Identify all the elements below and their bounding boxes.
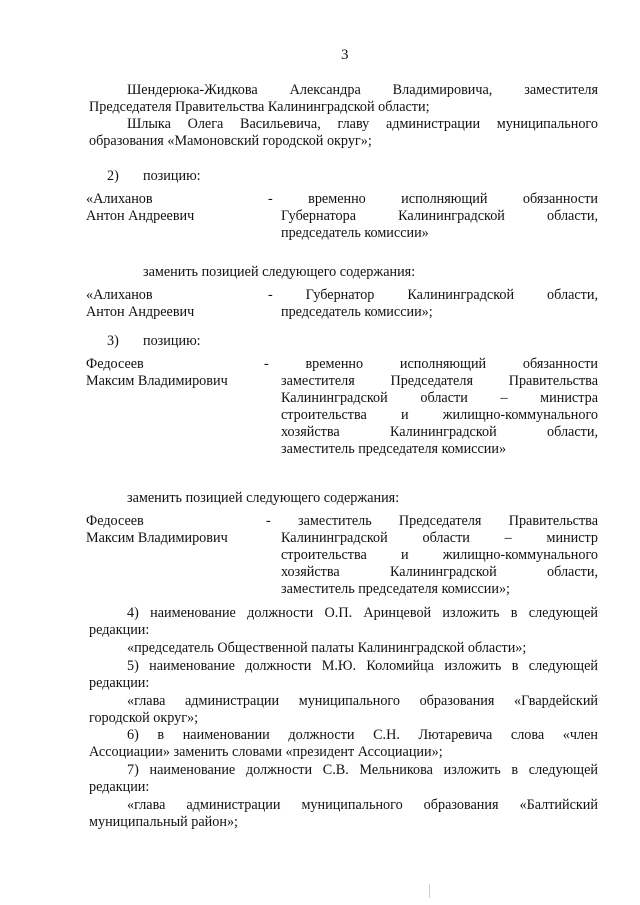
item2-new-name-1: «Алиханов (86, 287, 153, 303)
item5-line-2: редакции: (89, 675, 150, 691)
item2-new-name-2: Антон Андреевич (86, 304, 195, 320)
page-number: 3 (341, 47, 349, 63)
item3-old-name-1: Федосеев (86, 356, 144, 372)
item2-old-position-3: председатель комиссии» (281, 225, 429, 241)
intro-line-3: Шлыка Олега Васильевича, главу администрации муниципального (127, 116, 598, 132)
item7-quote-1: «глава администрации муниципального образования «Балтийский (127, 797, 598, 813)
item2-old-name-1: «Алиханов (86, 191, 153, 207)
item7-quote-2: муниципальный район»; (89, 814, 238, 830)
item2-old-name-2: Антон Андреевич (86, 208, 195, 224)
item3-old-position-1: - временно исполняющий обязанности (264, 356, 598, 372)
item3-heading: позицию: (143, 333, 201, 349)
item7-line-2: редакции: (89, 779, 150, 795)
item3-number: 3) (107, 333, 119, 349)
item3-new-position-2: Калининградской области – министр (281, 530, 598, 546)
item5-line-1: 5) наименование должности М.Ю. Коломийца изложить в следующей (127, 658, 598, 674)
item5-quote-1: «глава администрации муниципального образования «Гвардейский (127, 693, 598, 709)
item6-line-2: Ассоциации» заменить словами «президент Ассоциации»; (89, 744, 443, 760)
item3-old-position-2: заместителя Председателя Правительства (281, 373, 598, 389)
item2-number: 2) (107, 168, 119, 184)
item2-new-position-2: председатель комиссии»; (281, 304, 433, 320)
intro-line-2: Председателя Правительства Калининградской области; (89, 99, 430, 115)
item3-old-position-4: строительства и жилищно-коммунального (281, 407, 598, 423)
item3-new-position-5: заместитель председателя комиссии»; (281, 581, 510, 597)
item2-replace-text: заменить позицией следующего содержания: (143, 264, 416, 280)
item3-replace-text: заменить позицией следующего содержания: (127, 490, 400, 506)
intro-line-1: Шендерюка-Жидкова Александра Владимировича, заместителя (127, 82, 598, 98)
item3-old-position-3: Калининградской области – министра (281, 390, 598, 406)
scan-artifact (429, 884, 430, 898)
item3-new-position-4: хозяйства Калининградской области, (281, 564, 598, 580)
item3-old-name-2: Максим Владимирович (86, 373, 228, 389)
item3-old-position-5: хозяйства Калининградской области, (281, 424, 598, 440)
item4-line-1: 4) наименование должности О.П. Аринцевой изложить в следующей (127, 605, 598, 621)
item3-new-name-2: Максим Владимирович (86, 530, 228, 546)
item6-line-1: 6) в наименовании должности С.Н. Лютаревича слова «член (127, 727, 598, 743)
item4-quote: «председатель Общественной палаты Калининградской области»; (127, 640, 527, 656)
item2-new-position-1: - Губернатор Калининградской области, (268, 287, 598, 303)
item2-old-position-1: - временно исполняющий обязанности (268, 191, 598, 207)
item3-new-position-3: строительства и жилищно-коммунального (281, 547, 598, 563)
item5-quote-2: городской округ»; (89, 710, 199, 726)
item2-heading: позицию: (143, 168, 201, 184)
item3-new-position-1: - заместитель Председателя Правительства (266, 513, 598, 529)
item4-line-2: редакции: (89, 622, 150, 638)
item3-new-name-1: Федосеев (86, 513, 144, 529)
intro-line-4: образования «Мамоновский городской округ»; (89, 133, 372, 149)
item7-line-1: 7) наименование должности С.В. Мельникова изложить в следующей (127, 762, 598, 778)
item3-old-position-6: заместитель председателя комиссии» (281, 441, 507, 457)
item2-old-position-2: Губернатора Калининградской области, (281, 208, 598, 224)
